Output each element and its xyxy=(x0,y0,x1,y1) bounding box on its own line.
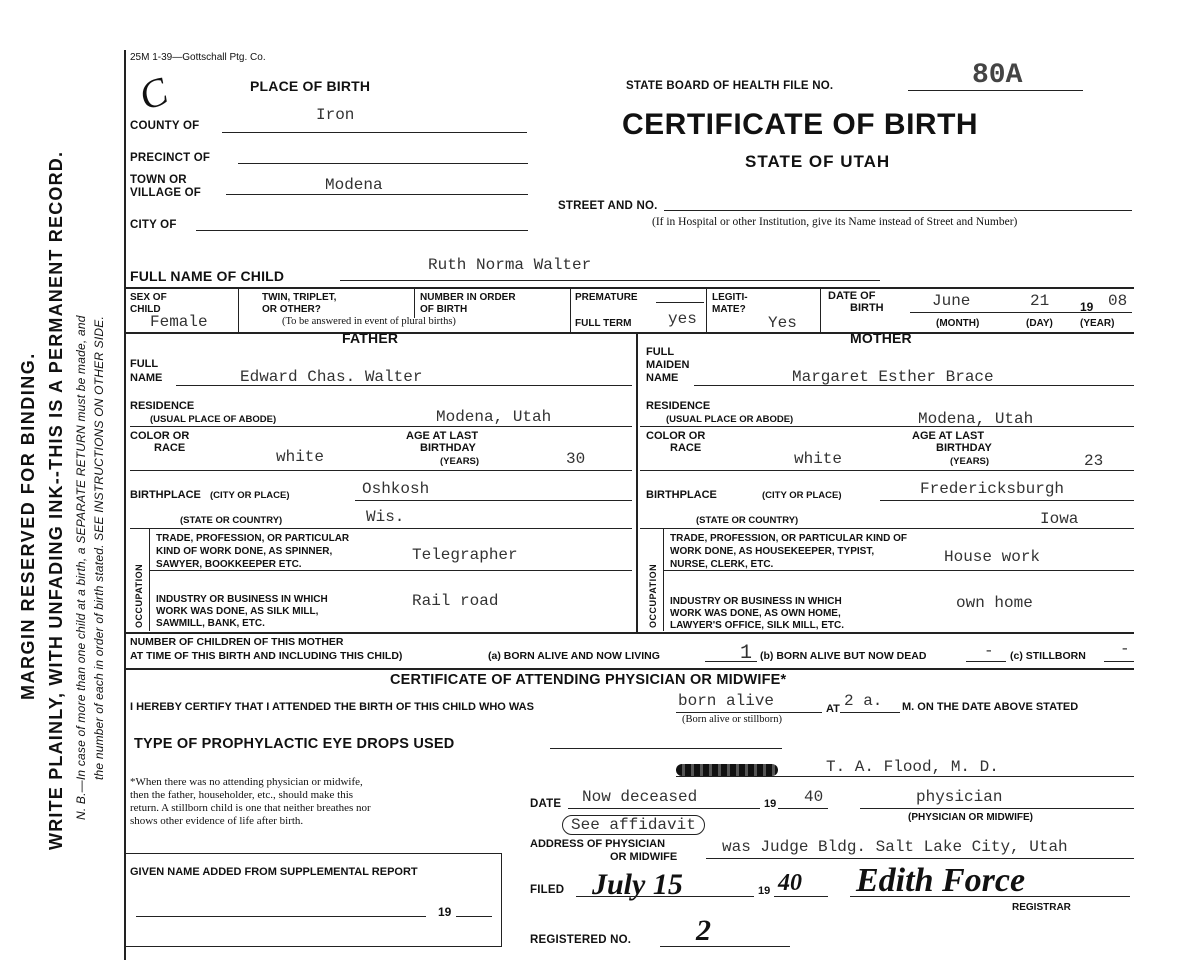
margin-note-line1: N. B.—In case of more than one child at a birth, a SEPARATE RETURN must be made, and xyxy=(74,315,88,820)
mother-residence-value: Modena, Utah xyxy=(918,410,1034,428)
mother-industry-value: own home xyxy=(956,594,1033,612)
full-term-value: yes xyxy=(668,310,697,328)
mother-age-label-1: AGE AT LAST xyxy=(912,430,985,442)
registered-no-value: 2 xyxy=(696,914,711,947)
mother-age-label-3: (YEARS) xyxy=(950,456,990,467)
filed-year: 40 xyxy=(778,870,802,896)
mother-trade-label-2: WORK DONE, AS HOUSEKEEPER, TYPIST, xyxy=(670,546,875,557)
children-a-value: 1 xyxy=(740,642,753,665)
mother-color-label-2: RACE xyxy=(670,442,702,454)
children-a-label: (a) BORN ALIVE AND NOW LIVING xyxy=(488,650,660,662)
father-name-label-1: FULL xyxy=(130,358,159,370)
legit-value: Yes xyxy=(768,314,797,332)
registrar-label: REGISTRAR xyxy=(1012,902,1071,913)
footnote-line1: *When there was no attending physician or midwife, xyxy=(130,776,363,788)
father-occupation-label: OCCUPATION xyxy=(134,563,144,628)
margin-binding-text: MARGIN RESERVED FOR BINDING. xyxy=(18,352,38,700)
children-label-1: NUMBER OF CHILDREN OF THIS MOTHER xyxy=(130,636,344,648)
footnote-line4: shows other evidence of life after birth. xyxy=(130,815,304,827)
father-age-label-1: AGE AT LAST xyxy=(406,430,479,442)
dob-year-prefix: 19 xyxy=(1080,300,1094,314)
dob-year: 08 xyxy=(1108,292,1128,310)
mother-state-value: Iowa xyxy=(1040,510,1079,528)
father-residence-value: Modena, Utah xyxy=(436,408,552,426)
sex-value: Female xyxy=(150,313,208,331)
children-c-label: (c) STILLBORN xyxy=(1010,650,1086,662)
mother-color-label-1: COLOR OR xyxy=(646,430,706,442)
premature-label: PREMATURE xyxy=(575,292,638,303)
mother-trade-value: House work xyxy=(944,548,1041,566)
dob-month: June xyxy=(932,292,971,310)
physician-signature: T. A. Flood, M. D. xyxy=(826,758,999,776)
father-residence-label: RESIDENCE xyxy=(130,400,195,412)
father-color-label-1: COLOR OR xyxy=(130,430,190,442)
physician-title-sub: (PHYSICIAN OR MIDWIFE) xyxy=(908,812,1033,823)
mother-age-value: 23 xyxy=(1084,452,1104,470)
father-age-label-2: BIRTHDAY xyxy=(420,442,476,454)
father-color-value: white xyxy=(276,448,325,466)
margin-note-line2: the number of each in order of birth stated. SEE INSTRUCTIONS ON OTHER SIDE. xyxy=(92,315,106,780)
father-color-label-2: RACE xyxy=(154,442,186,454)
father-trade-value: Telegrapher xyxy=(412,546,518,564)
day-label: (DAY) xyxy=(1026,318,1053,329)
physician-status-sub: (Born alive or stillborn) xyxy=(682,714,783,725)
father-name-label-2: NAME xyxy=(130,372,163,384)
filed-label: FILED xyxy=(530,884,565,896)
year-label: (YEAR) xyxy=(1080,318,1115,329)
physician-heading: CERTIFICATE OF ATTENDING PHYSICIAN OR MIDWIFE* xyxy=(390,672,787,688)
father-industry-value: Rail road xyxy=(412,592,499,610)
father-trade-label-2: KIND OF WORK DONE, AS SPINNER, xyxy=(156,546,333,557)
father-industry-label-3: SAWMILL, BANK, ETC. xyxy=(156,618,265,629)
physician-date-year-prefix: 19 xyxy=(764,798,777,810)
father-residence-sub: (USUAL PLACE OF ABODE) xyxy=(150,414,277,425)
child-name-value: Ruth Norma Walter xyxy=(428,256,592,274)
children-b-label: (b) BORN ALIVE BUT NOW DEAD xyxy=(760,650,927,662)
registrar-signature: Edith Force xyxy=(856,862,1026,899)
margin-permanent-record-text: WRITE PLAINLY, WITH UNFADING INK--THIS IS A PERMANENT RECORD. xyxy=(46,150,66,850)
mother-residence-label: RESIDENCE xyxy=(646,400,711,412)
town-label-2: VILLAGE OF xyxy=(130,187,201,199)
filed-date: July 15 xyxy=(592,868,683,901)
mother-birthplace-label: BIRTHPLACE xyxy=(646,489,717,501)
physician-address-label-1: ADDRESS OF PHYSICIAN xyxy=(530,838,666,850)
county-label: COUNTY OF xyxy=(130,120,200,132)
physician-date-label: DATE xyxy=(530,798,562,810)
eye-drops-label: TYPE OF PROPHYLACTIC EYE DROPS USED xyxy=(134,736,455,752)
supplemental-label: GIVEN NAME ADDED FROM SUPPLEMENTAL REPORT xyxy=(130,866,418,878)
street-note: (If in Hospital or other Institution, give its Name instead of Street and Number) xyxy=(652,216,1018,228)
county-value: Iron xyxy=(316,106,355,124)
physician-date-value: Now deceased xyxy=(582,788,698,806)
physician-certify-text: I HEREBY CERTIFY THAT I ATTENDED THE BIRTH OF THIS CHILD WHO WAS xyxy=(130,701,534,713)
mother-trade-label-3: NURSE, CLERK, ETC. xyxy=(670,559,774,570)
physician-title-value: physician xyxy=(916,788,1003,806)
certificate-title: CERTIFICATE OF BIRTH xyxy=(622,108,979,141)
place-of-birth-heading: PLACE OF BIRTH xyxy=(250,78,371,94)
city-label: CITY OF xyxy=(130,219,177,231)
registered-no-label: REGISTERED NO. xyxy=(530,934,632,946)
mother-industry-label-2: WORK WAS DONE, AS OWN HOME, xyxy=(670,608,841,619)
dob-day: 21 xyxy=(1030,292,1050,310)
struck-signature xyxy=(676,764,778,776)
legit-label-1: LEGITI- xyxy=(712,292,748,303)
mother-industry-label-1: INDUSTRY OR BUSINESS IN WHICH xyxy=(670,596,842,607)
physician-address-label-2: OR MIDWIFE xyxy=(610,851,678,863)
mother-trade-label-1: TRADE, PROFESSION, OR PARTICULAR KIND OF xyxy=(670,533,908,544)
sex-label-2: CHILD xyxy=(130,304,161,315)
plural-note: (To be answered in event of plural births) xyxy=(282,316,456,327)
supplemental-year-prefix: 19 xyxy=(438,905,452,919)
twin-label-2: OR OTHER? xyxy=(262,304,321,315)
father-industry-label-1: INDUSTRY OR BUSINESS IN WHICH xyxy=(156,594,328,605)
children-label-2: AT TIME OF THIS BIRTH AND INCLUDING THIS CHILD) xyxy=(130,650,403,662)
mother-state-label: (STATE OR COUNTRY) xyxy=(696,515,799,526)
father-trade-label-3: SAWYER, BOOKKEEPER ETC. xyxy=(156,559,302,570)
order-label-2: OF BIRTH xyxy=(420,304,468,315)
father-trade-label-1: TRADE, PROFESSION, OR PARTICULAR xyxy=(156,533,350,544)
physician-m-label: M. ON THE DATE ABOVE STATED xyxy=(902,701,1079,713)
father-birthplace-label: BIRTHPLACE xyxy=(130,489,201,501)
file-no-label: STATE BOARD OF HEALTH FILE NO. xyxy=(626,80,834,92)
file-no-value: 80A xyxy=(972,60,1023,91)
father-birthplace-sub: (CITY OR PLACE) xyxy=(210,490,290,501)
father-birthplace-value: Oshkosh xyxy=(362,480,430,498)
physician-time-value: 2 a. xyxy=(844,692,883,710)
father-age-value: 30 xyxy=(566,450,586,468)
twin-label-1: TWIN, TRIPLET, xyxy=(262,292,337,303)
sex-label-1: SEX OF xyxy=(130,292,167,303)
father-heading: FATHER xyxy=(342,330,399,346)
precinct-label: PRECINCT OF xyxy=(130,152,211,164)
mother-color-value: white xyxy=(794,450,843,468)
physician-date-year: 40 xyxy=(804,788,824,806)
child-name-label: FULL NAME OF CHILD xyxy=(130,268,285,284)
physician-address-value: was Judge Bldg. Salt Lake City, Utah xyxy=(722,838,1068,856)
father-age-label-3: (YEARS) xyxy=(440,456,480,467)
footnote-line3: return. A stillborn child is one that neither breathes nor xyxy=(130,802,371,814)
mother-occupation-label: OCCUPATION xyxy=(648,563,658,628)
full-term-label: FULL TERM xyxy=(575,318,632,329)
mother-residence-sub: (USUAL PLACE OR ABODE) xyxy=(666,414,794,425)
mother-birthplace-sub: (CITY OR PLACE) xyxy=(762,490,842,501)
mother-industry-label-3: LAWYER'S OFFICE, SILK MILL, ETC. xyxy=(670,620,845,631)
father-state-label: (STATE OR COUNTRY) xyxy=(180,515,283,526)
state-title: STATE OF UTAH xyxy=(745,152,891,171)
dob-label-1: DATE OF xyxy=(828,290,876,302)
father-name-value: Edward Chas. Walter xyxy=(240,368,423,386)
street-label: STREET AND NO. xyxy=(558,200,658,212)
mother-name-label-2: MAIDEN xyxy=(646,359,690,371)
father-state-value: Wis. xyxy=(366,508,405,526)
month-label: (MONTH) xyxy=(936,318,980,329)
children-b-value: - xyxy=(984,642,994,660)
town-label-1: TOWN OR xyxy=(130,174,187,186)
mother-heading: MOTHER xyxy=(850,330,912,346)
physician-status-value: born alive xyxy=(678,692,775,710)
children-c-value: - xyxy=(1120,640,1130,658)
town-value: Modena xyxy=(325,176,383,194)
physician-at-label: AT xyxy=(826,703,840,715)
mother-name-label-3: NAME xyxy=(646,372,679,384)
printer-note: 25M 1-39—Gottschall Ptg. Co. xyxy=(130,52,266,63)
affidavit-note: See affidavit xyxy=(562,815,705,835)
footnote-line2: then the father, householder, etc., should make this xyxy=(130,789,354,801)
mother-name-value: Margaret Esther Brace xyxy=(792,368,994,386)
mother-age-label-2: BIRTHDAY xyxy=(936,442,992,454)
legit-label-2: MATE? xyxy=(712,304,746,315)
corner-mark: C xyxy=(133,67,174,120)
mother-name-label-1: FULL xyxy=(646,346,675,358)
father-industry-label-2: WORK WAS DONE, AS SILK MILL, xyxy=(156,606,319,617)
dob-label-2: BIRTH xyxy=(850,302,884,314)
order-label-1: NUMBER IN ORDER xyxy=(420,292,516,303)
mother-birthplace-value: Fredericksburgh xyxy=(920,480,1065,498)
filed-year-prefix: 19 xyxy=(758,885,771,897)
